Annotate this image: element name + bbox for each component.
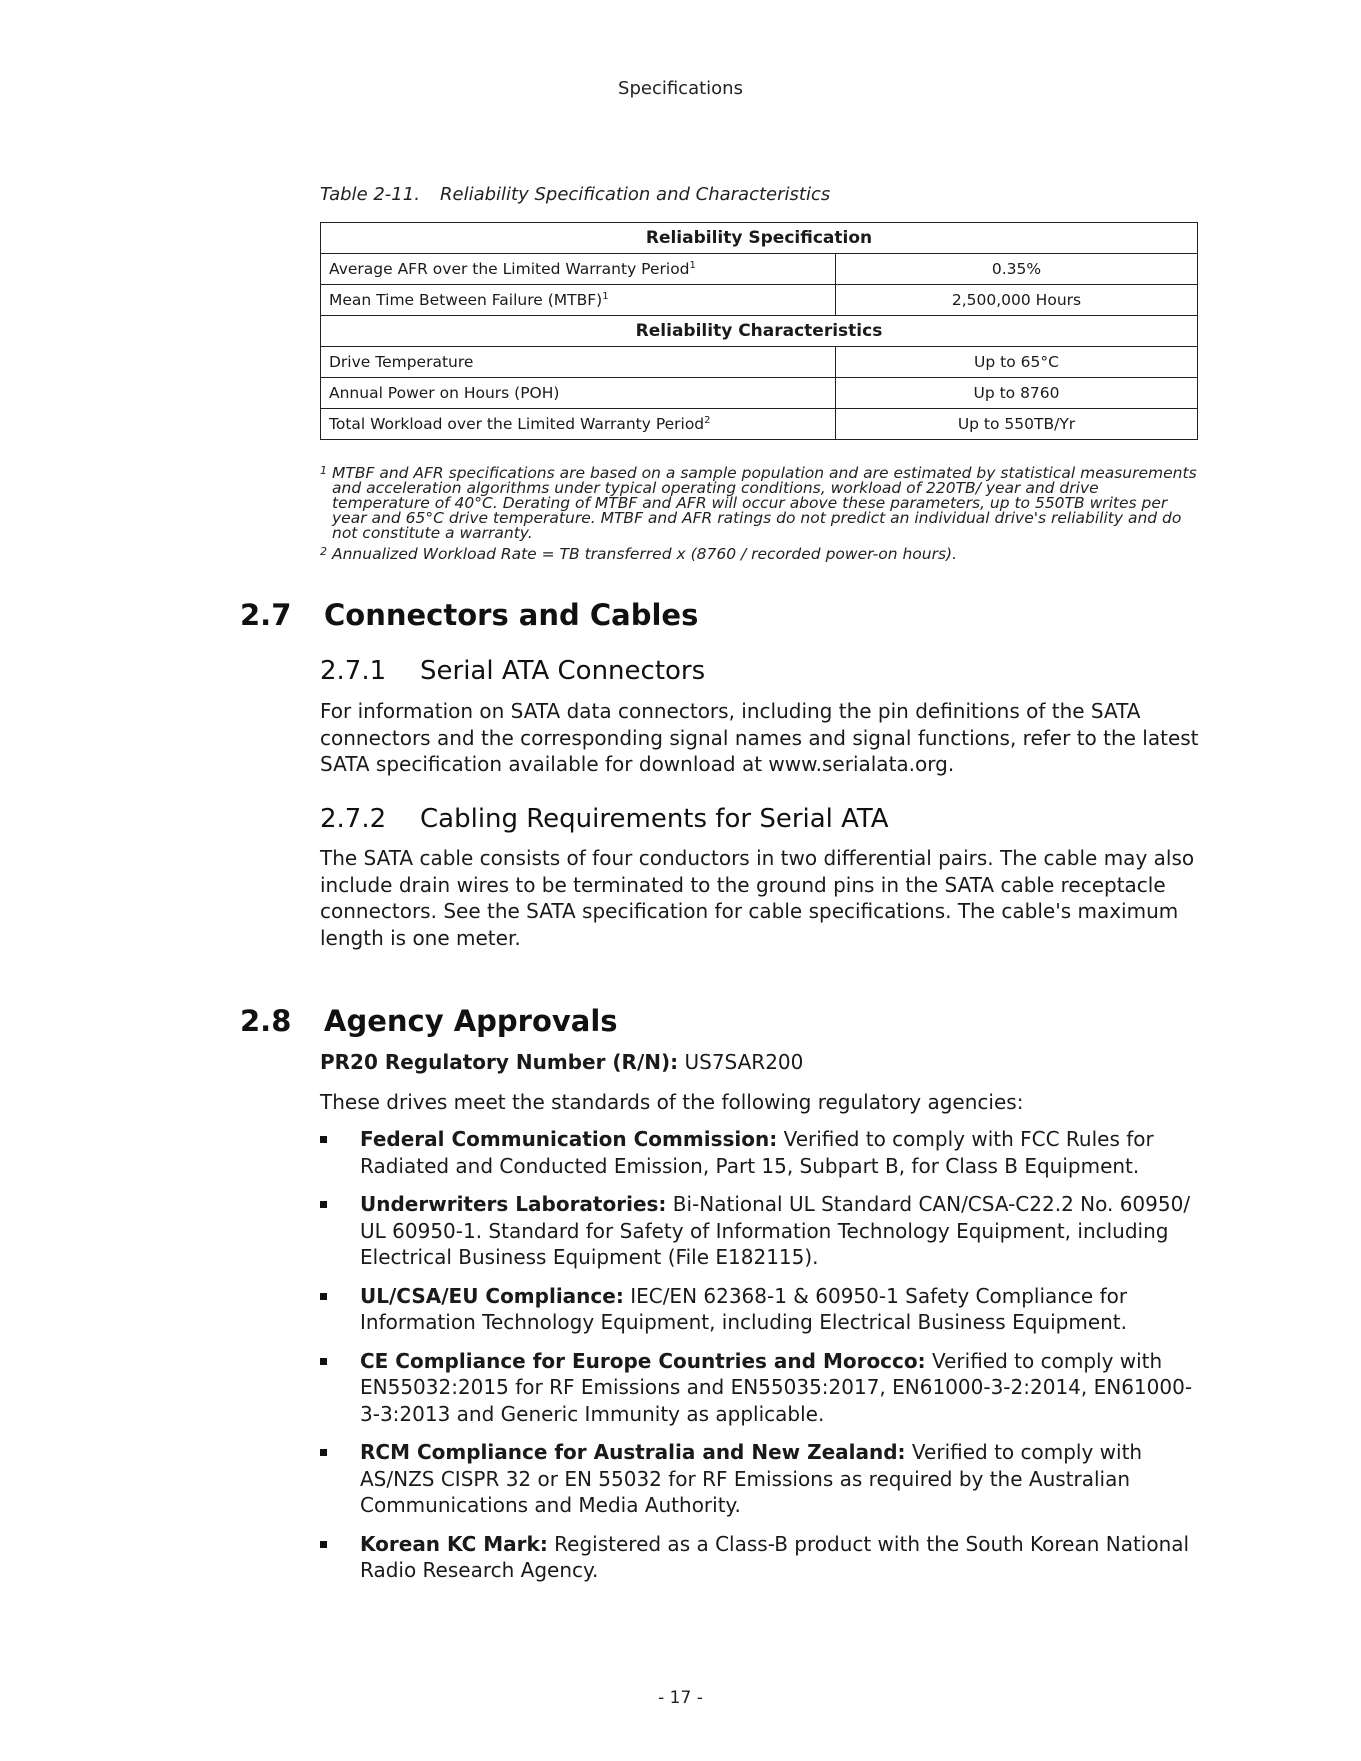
- section-number: 2.8: [240, 1004, 292, 1038]
- footnote-text: Annualized Workload Rate = TB transferred x (8760 / recorded power-on hours).: [332, 545, 958, 563]
- agency-text: Verified to comply with EN55032:2015 for RF Emissions and EN55035:2017, EN61000-3-2:2014, EN61000-3-3:2013 and Generic Immunity as applicable.: [360, 1348, 1193, 1426]
- table-cell-value: 2,500,000 Hours: [836, 285, 1198, 316]
- table-cell-label: Mean Time Between Failure (MTBF)$^1$: [321, 285, 836, 316]
- section-heading: [240, 1004, 618, 1038]
- table-cell-label: Average AFR over the Limited Warranty Period$^1$: [321, 254, 836, 285]
- subsection-heading: [320, 656, 705, 686]
- agency-name: CE Compliance for Europe Countries and Morocco:: [360, 1348, 926, 1373]
- agency-text: IEC/EN 62368-1 & 60950-1 Safety Compliance for Information Technology Equipment, including Electrical Business Equipment.: [360, 1283, 1128, 1334]
- agency-name: RCM Compliance for Australia and New Zealand:: [360, 1440, 906, 1464]
- body-paragraph: For information on SATA data connectors, including the pin definitions of the SATA connectors and the corresponding signal names and signal functions, refer to the latest SATA specification available for download at www.serialata.org.: [320, 699, 1199, 776]
- table-cell-value: Up to 65°C: [836, 347, 1198, 378]
- agency-text: Bi-National UL Standard CAN/CSA-C22.2 No. 60950/ UL 60950-1. Standard for Safety of Information Technology Equipment, including Electrical Business Equipment (File E182115).: [360, 1192, 1191, 1269]
- list-item: [320, 1283, 1200, 1336]
- table-cell-label: Drive Temperature: [321, 347, 836, 378]
- subsection-number: 2.7.2: [320, 804, 387, 834]
- agency-name: UL/CSA/EU Compliance:: [360, 1283, 624, 1308]
- list-item: [320, 1191, 1200, 1271]
- bullet-icon: [320, 1293, 327, 1300]
- bullet-icon: [320, 1136, 327, 1143]
- section-title: Agency Approvals: [324, 1004, 618, 1038]
- agency-list: [320, 1126, 1200, 1596]
- footnote-ref: 1: [602, 290, 609, 302]
- footnote-text: MTBF and AFR specifications are based on a sample population and are estimated by statistical measurements and acceleration algorithms under typical operating conditions, workload of 220TB/ year and drive temperature of 40°C. Derating of MTBF and AFR will occur above these parameters, up to 550TB writes per year and 65°C drive temperature. MTBF and AFR ratings do not predict an individual drive's reliability and do not constitute a warranty.: [332, 464, 1197, 542]
- footnote: [320, 547, 1200, 562]
- table-cell-value: 0.35%: [836, 254, 1198, 285]
- running-header: Specifications: [618, 78, 743, 99]
- bullet-icon: [320, 1541, 327, 1548]
- table-row: [321, 347, 1198, 378]
- table-row: [321, 409, 1198, 440]
- table-section-header: Reliability Characteristics: [321, 316, 1198, 347]
- agency-name: Underwriters Laboratories:: [360, 1192, 667, 1216]
- agency-name: Federal Communication Commission:: [360, 1127, 778, 1151]
- list-item: [320, 1348, 1200, 1428]
- table-section-header: Reliability Specification: [321, 223, 1198, 254]
- table-caption-number: Table 2-11.: [320, 184, 420, 205]
- footnote-mark: 1: [320, 464, 327, 477]
- bullet-icon: [320, 1358, 327, 1365]
- table-cell-value: Up to 550TB/Yr: [836, 409, 1198, 440]
- list-item: [320, 1531, 1200, 1584]
- table-caption-title: Reliability Specification and Characteristics: [440, 184, 831, 205]
- table-caption: [320, 184, 830, 205]
- subsection-title: Cabling Requirements for Serial ATA: [420, 804, 889, 834]
- subsection-number: 2.7.1: [320, 656, 387, 686]
- list-item: [320, 1439, 1200, 1519]
- agency-text: Verified to comply with AS/NZS CISPR 32 or EN 55032 for RF Emissions as required by the Australian Communications and Media Authority.: [360, 1440, 1143, 1517]
- subsection-heading: [320, 804, 889, 834]
- section-heading: [240, 598, 698, 632]
- regulatory-number: [320, 1049, 1200, 1076]
- regulatory-number-label: PR20 Regulatory Number (R/N):: [320, 1050, 679, 1074]
- subsection-title: Serial ATA Connectors: [420, 656, 706, 686]
- table-cell-value: Up to 8760: [836, 378, 1198, 409]
- table-cell-label: Total Workload over the Limited Warranty Period$^2$: [321, 409, 836, 440]
- regulatory-number-value: US7SAR200: [684, 1050, 804, 1074]
- reliability-table: [320, 222, 1198, 440]
- footnote-ref: 1: [689, 259, 696, 271]
- section-title: Connectors and Cables: [324, 598, 699, 632]
- footnote-mark: 2: [320, 545, 327, 558]
- table-cell-label: Annual Power on Hours (POH): [321, 378, 836, 409]
- section-number: 2.7: [240, 598, 292, 632]
- page-number: - 17 -: [658, 1688, 703, 1708]
- agency-text: Verified to comply with FCC Rules for Radiated and Conducted Emission, Part 15, Subpart B, for Class B Equipment.: [360, 1127, 1154, 1178]
- table-row: [321, 378, 1198, 409]
- bullet-icon: [320, 1449, 327, 1456]
- list-item: [320, 1126, 1200, 1179]
- bullet-icon: [320, 1201, 327, 1208]
- table-footnotes: [320, 466, 1200, 562]
- body-paragraph: The SATA cable consists of four conductors in two differential pairs. The cable may also include drain wires to be terminated to the ground pins in the SATA cable receptacle connectors. See the SATA specification for cable specifications. The cable's maximum length is one meter.: [320, 846, 1195, 950]
- table-row: [321, 254, 1198, 285]
- table-row: [321, 285, 1198, 316]
- footnote-ref: 2: [704, 414, 711, 426]
- agencies-intro: These drives meet the standards of the following regulatory agencies:: [320, 1090, 1024, 1114]
- footnote: [320, 466, 1200, 541]
- agency-text: Registered as a Class-B product with the South Korean National Radio Research Agency.: [360, 1531, 1190, 1582]
- agency-name: Korean KC Mark:: [360, 1531, 548, 1556]
